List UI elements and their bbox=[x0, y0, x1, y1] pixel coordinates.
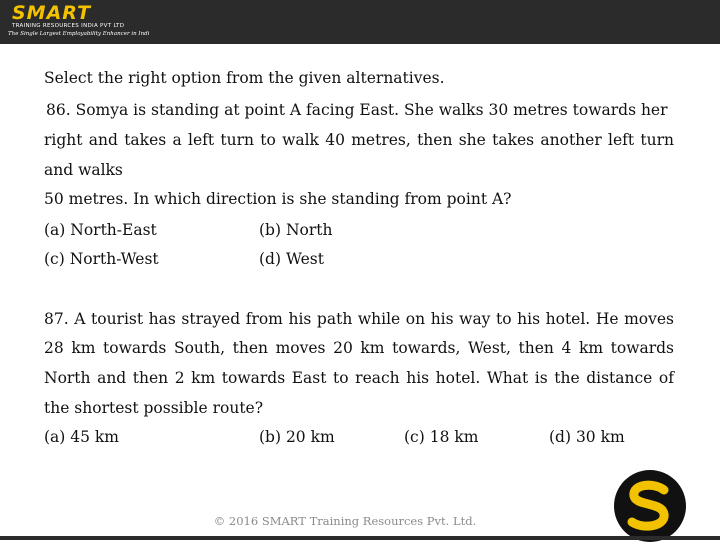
q86-line-4: 50 metres. In which direction is she standing from point A? bbox=[44, 190, 512, 208]
q86-option-a: (a) North-East bbox=[44, 221, 157, 239]
q87-option-d: (d) 30 km bbox=[549, 428, 625, 446]
logo-subtitle: TRAINING RESOURCES INDIA PVT LTD bbox=[12, 23, 125, 29]
q86-option-b: (b) North bbox=[259, 221, 333, 239]
logo-tagline: The Single Largest Employability Enhancer in Indi bbox=[8, 31, 150, 37]
logo: SMART bbox=[12, 2, 92, 24]
copyright-footer: © 2016 SMART Training Resources Pvt. Ltd. bbox=[213, 514, 477, 528]
intro-text: Select the right option from the given alternatives. bbox=[44, 69, 445, 87]
q87-line-4: the shortest possible route? bbox=[44, 399, 264, 417]
q87-line-1: 87. A tourist has strayed from his path while on his way to his hotel. He moves bbox=[44, 310, 674, 328]
q87-option-a: (a) 45 km bbox=[44, 428, 120, 446]
q87-line-2: 28 km towards South, then moves 20 km towards, West, then 4 km towards bbox=[44, 339, 674, 357]
q87-option-b: (b) 20 km bbox=[259, 428, 335, 446]
q86-option-d: (d) West bbox=[259, 250, 324, 268]
q86-option-c: (c) North-West bbox=[44, 250, 159, 268]
q86-line-2: right and takes a left turn to walk 40 metres, then she takes another left turn bbox=[44, 131, 674, 149]
header-bar bbox=[0, 0, 720, 44]
q87-line-3: North and then 2 km towards East to reach his hotel. What is the distance of bbox=[44, 369, 674, 387]
bottom-bar bbox=[0, 536, 720, 540]
s-emblem-icon bbox=[614, 470, 686, 542]
q87-option-c: (c) 18 km bbox=[404, 428, 479, 446]
smart-s-logo-icon bbox=[614, 470, 686, 542]
q86-line-1: 86. Somya is standing at point A facing East. She walks 30 metres towards her bbox=[46, 101, 668, 119]
q86-line-3: and walks bbox=[44, 161, 123, 179]
